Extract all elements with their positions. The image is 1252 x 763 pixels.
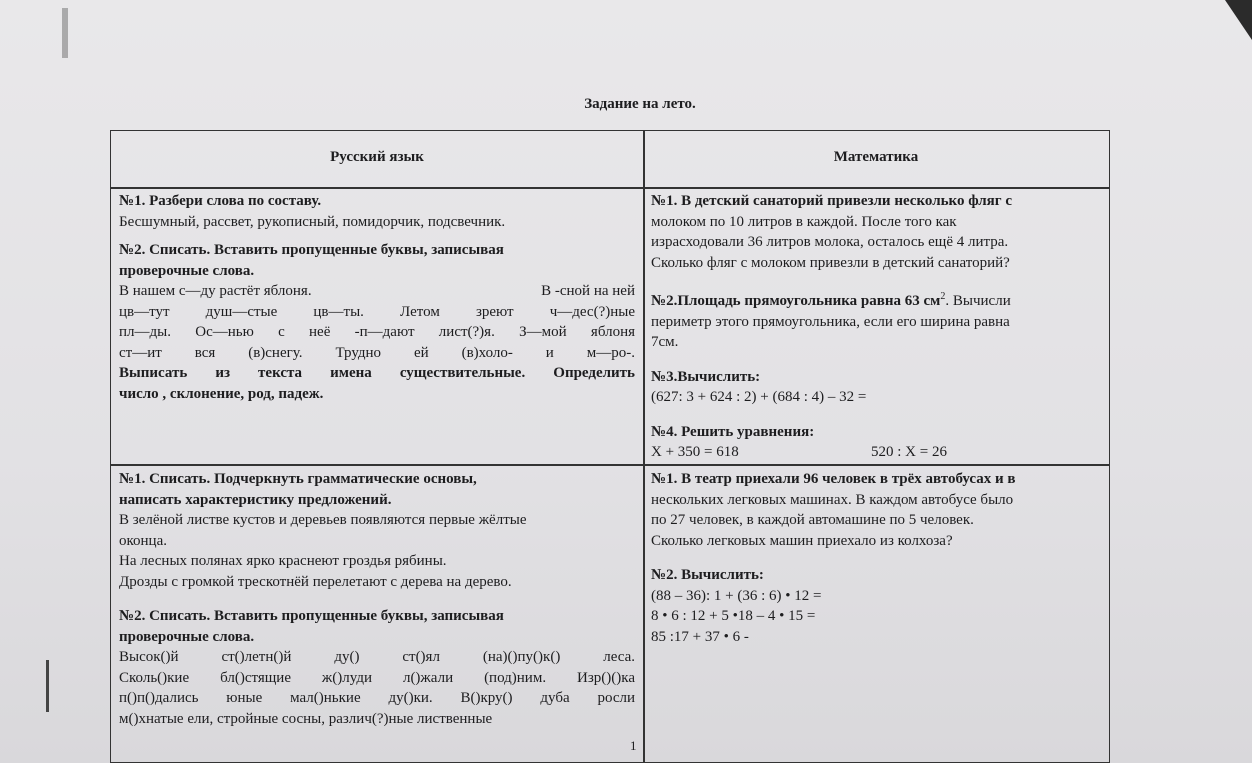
equation: 520 : Х = 26: [871, 444, 947, 460]
sentence: оконца.: [119, 532, 167, 549]
task-text: пл—ды. Ос—нью с неё -п—дают лист(?)я. З—мой яблоня: [119, 324, 635, 340]
task-title: Выписать из текста имена существительные. Определить: [119, 365, 635, 381]
column-divider: [643, 131, 645, 762]
task-text: молоком по 10 литров в каждой. После того как: [651, 213, 957, 230]
task-title: №2. Списать. Вставить пропущенные буквы, записывая: [119, 608, 504, 624]
page-number: 1: [630, 738, 637, 753]
task-text: №1. В театр приехали 96 человек в трёх автобусах и в: [651, 471, 1016, 487]
task-title: проверочные слова.: [119, 628, 255, 645]
sentence: Сколь()кие бл()стящие ж()луди л()жали (под)ним. Изр()()ка: [119, 669, 635, 686]
task-title: №1. Списать. Подчеркнуть грамматические основы,: [119, 471, 477, 487]
sentence: В зелёной листве кустов и деревьев появляются первые жёлтые: [119, 512, 527, 528]
cell-math-1: [651, 191, 1103, 462]
task-title: №3.Вычислить:: [651, 368, 761, 385]
row-divider: [111, 464, 1109, 466]
paper-fold-mark: [62, 8, 68, 58]
task-title: написать характеристику предложений.: [119, 491, 392, 508]
task-text: №1. В детский санаторий привезли несколько фляг с: [651, 193, 1013, 209]
task-text: израсходовали 36 литров молока, осталось ещё 4 литра.: [651, 234, 1009, 250]
task-text: 7см.: [651, 334, 679, 350]
task-text: периметр этого прямоугольника, если его ширина равна: [651, 313, 1010, 330]
task-text: В -сной на ней: [541, 283, 635, 299]
page-title: Задание на лето.: [584, 96, 696, 112]
task-title: №2. Вычислить:: [651, 567, 764, 583]
task-text: №2.Площадь прямоугольника равна 63 $см^2$. Вычисли: [651, 291, 1011, 309]
task-title: №2. Списать. Вставить пропущенные буквы, записывая: [119, 242, 504, 258]
task-expression: 8 • 6 : 12 + 5 •18 – 4 • 15 =: [651, 608, 816, 624]
task-expression: (627: 3 + 624 : 2) + (684 : 4) – 32 =: [651, 389, 867, 405]
sentence: Высок()й ст()летн()й ду() ст()ял (на)()пу()к() леса.: [119, 649, 635, 665]
task-text: Сколько легковых машин приехало из колхоза?: [651, 532, 953, 549]
task-text: Бесшумный, рассвет, рукописный, помидорчик, подсвечник.: [119, 213, 506, 230]
task-text: по 27 человек, в каждой автомашине по 5 человек.: [651, 512, 974, 528]
task-expression: 85 :17 + 37 • 6 -: [651, 628, 749, 645]
task-title: проверочные слова.: [119, 262, 255, 279]
task-text: цв—тут душ—стые цв—ты. Летом зреют ч—дес(?)ные: [119, 303, 635, 320]
sentence: На лесных полянах ярко краснеют гроздья рябины.: [119, 553, 447, 569]
cell-math-2: [651, 469, 1103, 647]
header-russian: Русский язык: [330, 149, 424, 165]
cell-russian-1: [119, 191, 635, 404]
equation: Х + 350 = 618: [651, 444, 739, 460]
task-text: ст—ит вся (в)снегу. Трудно ей (в)холо- и м—ро-.: [119, 344, 635, 361]
cell-russian-2: [119, 469, 635, 729]
sentence: п()п()дались юные мал()нькие ду()ки. В()кру() дуба росли: [119, 690, 635, 706]
header-math: Математика: [833, 149, 919, 165]
sentence: Дрозды с громкой трескотнёй перелетают с дерева на дерево.: [119, 573, 512, 590]
task-text: Сколько фляг с молоком привезли в детский санаторий?: [651, 254, 1010, 271]
task-title: число , склонение, род, падеж.: [119, 385, 324, 402]
task-title: №4. Решить уравнения:: [651, 423, 815, 440]
sentence: м()хнатые ели, стройные сосны, различ(?)ные лиственные: [119, 710, 493, 727]
task-text: В нашем с—ду растёт яблоня.: [119, 283, 312, 299]
header-divider: [111, 187, 1109, 189]
task-expression: (88 – 36): 1 + (36 : 6) • 12 =: [651, 587, 822, 604]
task-text: нескольких легковых машинах. В каждом автобусе было: [651, 491, 1014, 508]
margin-mark: [46, 660, 49, 712]
task-title: №1. Разбери слова по составу.: [119, 193, 322, 209]
assignment-table: [110, 130, 1110, 763]
